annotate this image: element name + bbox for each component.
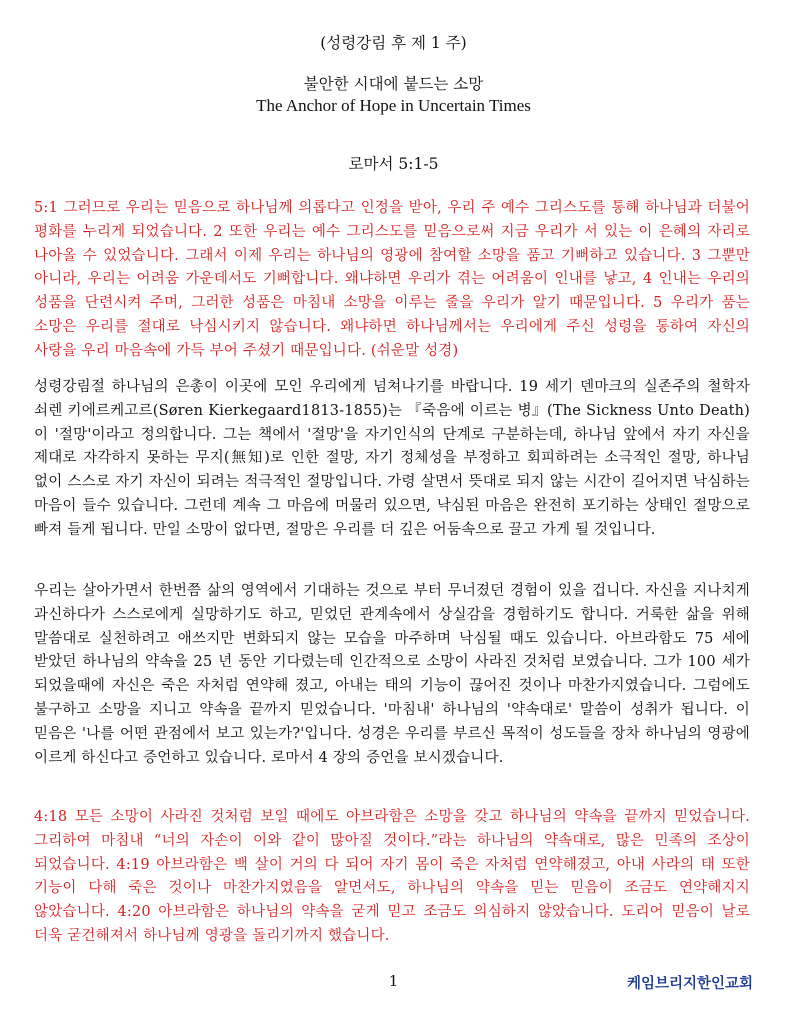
church-name: 케임브리지한인교회 [626, 976, 753, 992]
scripture-passage-romans-5: 5:1 그러므로 우리는 믿음으로 하나님께 의롭다고 인정을 받아, 우리 주 예수 그리스도를 통해 하나님과 더불어 평화를 누리게 되었습니다. 2 또한 우리는 예수 그리스도를 믿음으로써 지금 우리가 서 있는 이 은혜의 자리로 나아올 수 있었습니다. 그래서 이제 우리는 하나님의 영광에 참여할 소망을 품고 기뻐하고 있습니다. 3 그뿐만 아니라, 우리는 어려움 가운데서도 기뻐합니다. 왜냐하면 우리가 겪는 어려움이 인내를 낳고, 4 인내는 우리의 성품을 단련시켜 주며, 그러한 성품은 마침내 소망을 이루는 줄을 우리가 알기 때문입니다. 5 우리가 품는 소망은 우리를 절대로 낙심시키지 않습니다. 왜냐하면 하나님께서는 우리에게 주신 성령을 통하여 자신의 사랑을 우리 마음속에 가득 부어 주셨기 때문입니다. (쉬운말 성경) [34, 200, 750, 359]
sermon-series-label: (성령강림 후 제 1 주) [320, 34, 467, 52]
sermon-paragraph-2: 우리는 살아가면서 한번쯤 삶의 영역에서 기대하는 것으로 부터 무너졌던 경험이 있을 겁니다. 자신을 지나치게 과신하다가 스스로에게 실망하기도 하고, 믿었던 관계속에서 상실감을 경험하기도 합니다. 거룩한 삶을 위해 말씀대로 실천하려고 애쓰지만 변화되지 않는 모습을 마주하며 낙심될 때도 있습니다. 아브라함도 75 세에 받았던 하나님의 약속을 25 년 동안 기다렸는데 인간적으로 소망이 사라진 것처럼 보였습니다. 그가 100 세가 되었을때에 자신은 죽은 자처럼 연약해 졌고, 아내는 태의 기능이 끊어진 것이나 마찬가지였습니다. 그럼에도 불구하고 소망을 지니고 약속을 끝까지 믿었습니다. '마침내' 하나님의 '약속대로' 말씀이 성취가 됩니다. 이 믿음은 '나를 어떤 관점에서 보고 있는가?'입니다. 성경은 우리를 부르신 목적이 성도들을 장차 하나님의 영광에 이르게 하신다고 증언하고 있습니다. 로마서 4 장의 증언을 보시겠습니다. [34, 583, 750, 766]
sermon-title-korean: 불안한 시대에 붙드는 소망 [303, 75, 484, 93]
scripture-reference: 로마서 5:1-5 [348, 155, 439, 173]
page-number: 1 [388, 972, 399, 990]
sermon-title-english: The Anchor of Hope in Uncertain Times [256, 96, 531, 115]
sermon-paragraph-1: 성령강림절 하나님의 은총이 이곳에 모인 우리에게 넘쳐나기를 바랍니다. 19 세기 덴마크의 실존주의 철학자 쇠렌 키에르케고르(Søren Kierkegaard1813-1855)는 『죽음에 이르는 병』(The Sickness Unto Death)이 '절망'이라고 정의합니다. 그는 책에서 '절망'을 자기인식의 단계로 구분하는데, 하나님 앞에서 자기 자신을 제대로 자각하지 못하는 무지(無知)로 인한 절망, 자기 정체성을 부정하고 회피하려는 소극적인 절망, 하나님 없이 스스로 자기 자신이 되려는 적극적인 절망입니다. 가령 살면서 뜻대로 되지 않는 시간이 길어지면 낙심하는 마음이 들수 있습니다. 그런데 계속 그 마음에 머물러 있으면, 낙심된 마음은 완전히 포기하는 상태인 절망으로 빠져 들게 됩니다. 만일 소망이 없다면, 절망은 우리를 더 깊은 어둠속으로 끌고 가게 될 것입니다. [34, 379, 750, 538]
scripture-passage-romans-4: 4:18 모든 소망이 사라진 것처럼 보일 때에도 아브라함은 소망을 갖고 하나님의 약속을 끝까지 믿었습니다. 그리하여 마침내 “너의 자손이 이와 같이 많아질 것이다.”라는 하나님의 약속대로, 많은 민족의 조상이 되었습니다. 4:19 아브라함은 백 살이 거의 다 되어 자기 몸이 죽은 자처럼 연약해졌고, 아내 사라의 태 또한 기능이 다해 죽은 것이나 마찬가지였음을 알면서도, 하나님의 약속을 믿는 믿음이 조금도 연약해지지 않았습니다. 4:20 아브라함은 하나님의 약속을 굳게 믿고 조금도 의심하지 않았습니다. 도리어 믿음이 날로 더욱 굳건해져서 하나님께 영광을 돌리기까지 했습니다. [34, 809, 750, 944]
